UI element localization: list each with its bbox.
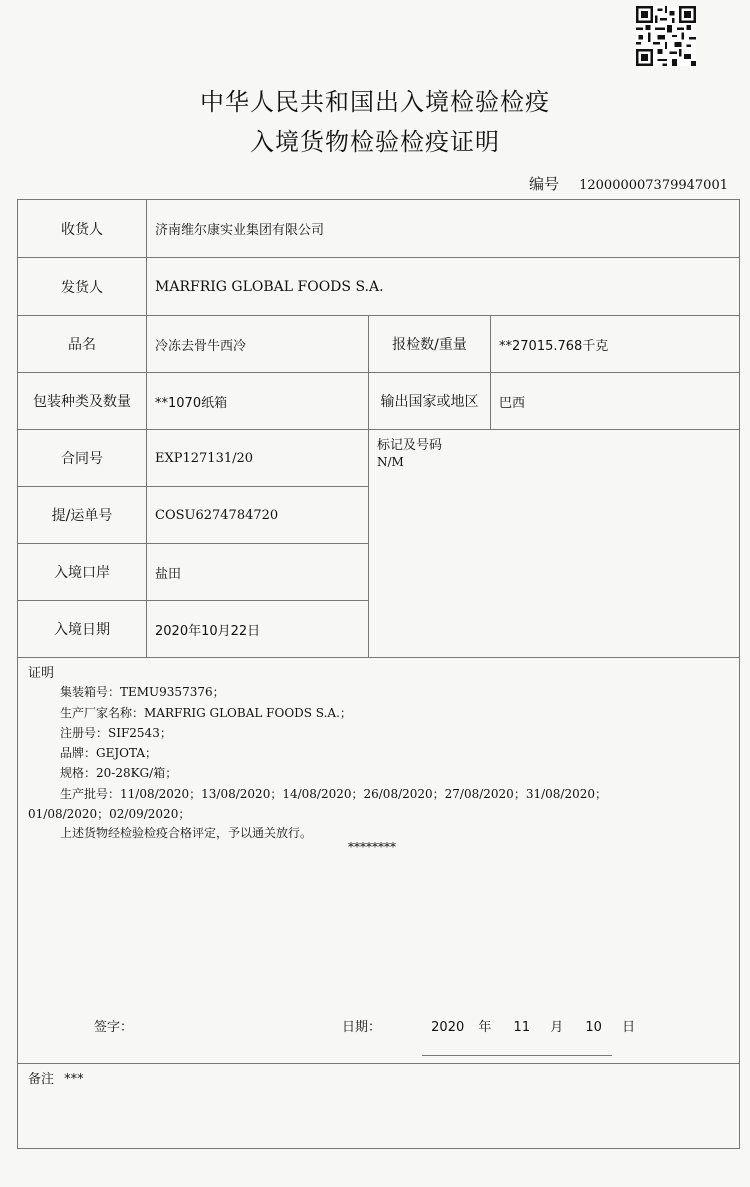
marks-value: N/M: [377, 455, 404, 469]
consignor-label: 发货人: [18, 258, 147, 316]
date-day-unit: 日: [622, 1020, 636, 1035]
packing-value: **1070纸箱: [147, 373, 369, 430]
issue-date: [342, 1016, 635, 1035]
date-year: 2020: [431, 1020, 465, 1035]
serial-label: 编号: [528, 175, 559, 193]
proof-line: 规格：20-28KG/箱；: [60, 766, 178, 780]
packing-label: 包装种类及数量: [18, 373, 147, 430]
contract-label: 合同号: [18, 430, 147, 487]
entry-date-value: 2020年10月22日: [147, 601, 369, 658]
proof-label: 证明: [28, 666, 55, 681]
quantity-value: **27015.768千克: [491, 316, 740, 373]
consignee-label: 收货人: [18, 200, 147, 258]
marks-cell: [369, 430, 740, 658]
bill-value: COSU6274784720: [147, 487, 369, 544]
port-label: 入境口岸: [18, 544, 147, 601]
date-day: 10: [585, 1020, 602, 1035]
consignee-value: 济南维尔康实业集团有限公司: [147, 200, 740, 258]
serial-number: [529, 173, 728, 194]
product-value: 冷冻去骨牛西冷: [147, 316, 369, 373]
proof-line: 品牌：GEJOTA；: [60, 746, 158, 760]
product-label: 品名: [18, 316, 147, 373]
date-month-unit: 月: [550, 1020, 564, 1035]
consignor-value: MARFRIG GLOBAL FOODS S.A.: [147, 258, 740, 316]
date-year-unit: 年: [478, 1020, 492, 1035]
contract-value: EXP127131/20: [147, 430, 369, 487]
date-month: 11: [513, 1020, 531, 1035]
remark-value: ***: [64, 1072, 84, 1087]
quantity-label: 报检数/重量: [369, 316, 491, 373]
serial-value: 120000007379947001: [579, 178, 728, 193]
date-underline: [422, 1055, 612, 1056]
bill-label: 提/运单号: [18, 487, 147, 544]
date-label: 日期：: [342, 1020, 382, 1035]
proof-line: 上述货物经检验检疫合格评定，予以通关放行。: [60, 826, 313, 840]
remark-section: [18, 1064, 740, 1149]
proof-line: 01/08/2020；02/09/2020；: [28, 807, 191, 821]
port-value: 盐田: [147, 544, 369, 601]
certificate-title-line2: 入境货物检验检疫证明: [250, 128, 500, 156]
proof-stars: ********: [348, 840, 396, 854]
proof-line: 生产厂家名称：MARFRIG GLOBAL FOODS S.A.；: [60, 706, 352, 720]
certificate-table: [17, 199, 740, 1149]
origin-label: 输出国家或地区: [369, 373, 491, 430]
entry-date-label: 入境日期: [18, 601, 147, 658]
proof-line: 生产批号：11/08/2020；13/08/2020；14/08/2020；26/08/2020；27/08/2020；31/08/2020；: [60, 787, 607, 801]
origin-value: 巴西: [491, 373, 740, 430]
remark-label: 备注: [28, 1072, 55, 1087]
proof-line: 集装箱号：TEMU9357376；: [60, 685, 225, 699]
remark-row: [28, 1068, 84, 1087]
signature-label: 签字：: [94, 1020, 134, 1035]
qr-code: [636, 6, 696, 66]
proof-section: [18, 658, 740, 1064]
proof-line: 注册号：SIF2543；: [60, 726, 172, 740]
certificate-title-line1: 中华人民共和国出入境检验检疫: [200, 88, 550, 116]
marks-label: 标记及号码: [377, 438, 443, 453]
